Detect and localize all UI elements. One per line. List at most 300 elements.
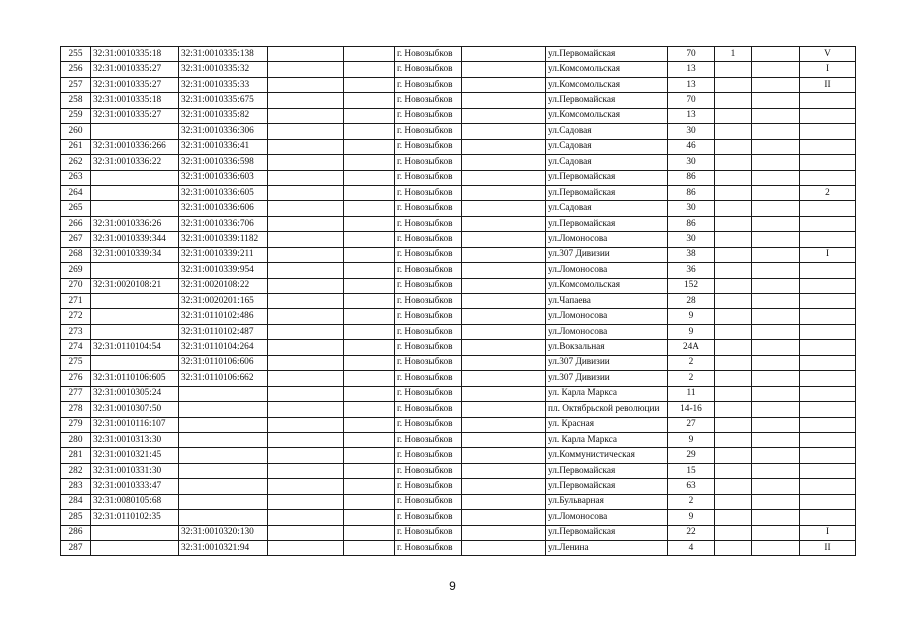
empty-cell	[462, 355, 546, 370]
house-number-cell: 2	[668, 494, 715, 509]
street-cell: ул.Первомайская	[546, 185, 668, 200]
row-number-cell: 267	[61, 232, 91, 247]
empty-cell	[344, 108, 395, 123]
city-cell: г. Новозыбков	[395, 463, 462, 478]
empty-cell	[752, 62, 800, 77]
table-row	[61, 216, 856, 231]
table-row	[61, 185, 856, 200]
object-cadastral-number-cell: 32:31:0010335:138	[179, 47, 268, 62]
empty-cell	[344, 417, 395, 432]
apartment-cell	[800, 417, 856, 432]
empty-cell	[752, 371, 800, 386]
city-cell: г. Новозыбков	[395, 108, 462, 123]
building-cell	[715, 448, 752, 463]
table-row	[61, 201, 856, 216]
empty-cell	[344, 155, 395, 170]
empty-cell	[462, 402, 546, 417]
apartment-cell	[800, 432, 856, 447]
cadastral-number-cell: 32:31:0010313:30	[91, 432, 179, 447]
apartment-cell	[800, 448, 856, 463]
apartment-cell	[800, 479, 856, 494]
empty-cell	[268, 386, 344, 401]
apartment-cell	[800, 355, 856, 370]
empty-cell	[462, 93, 546, 108]
object-cadastral-number-cell	[179, 432, 268, 447]
empty-cell	[268, 263, 344, 278]
house-number-cell: 86	[668, 185, 715, 200]
empty-cell	[462, 324, 546, 339]
empty-cell	[462, 201, 546, 216]
apartment-cell	[800, 510, 856, 525]
street-cell: ул. Красная	[546, 417, 668, 432]
building-cell	[715, 386, 752, 401]
empty-cell	[752, 216, 800, 231]
empty-cell	[344, 402, 395, 417]
empty-cell	[462, 185, 546, 200]
row-number-cell: 265	[61, 201, 91, 216]
empty-cell	[344, 371, 395, 386]
building-cell	[715, 185, 752, 200]
object-cadastral-number-cell: 32:31:0010336:41	[179, 139, 268, 154]
empty-cell	[268, 47, 344, 62]
empty-cell	[462, 77, 546, 92]
empty-cell	[268, 309, 344, 324]
empty-cell	[462, 463, 546, 478]
apartment-cell	[800, 386, 856, 401]
building-cell	[715, 417, 752, 432]
table-row	[61, 232, 856, 247]
object-cadastral-number-cell: 32:31:0110104:264	[179, 340, 268, 355]
city-cell: г. Новозыбков	[395, 479, 462, 494]
street-cell: ул.Комсомольская	[546, 77, 668, 92]
empty-cell	[752, 494, 800, 509]
building-cell	[715, 525, 752, 540]
row-number-cell: 271	[61, 294, 91, 309]
house-number-cell: 22	[668, 525, 715, 540]
building-cell	[715, 324, 752, 339]
empty-cell	[462, 294, 546, 309]
empty-cell	[752, 263, 800, 278]
empty-cell	[752, 247, 800, 262]
house-number-cell: 13	[668, 77, 715, 92]
table-row	[61, 124, 856, 139]
cadastral-number-cell: 32:31:0010307:50	[91, 402, 179, 417]
object-cadastral-number-cell: 32:31:0010336:603	[179, 170, 268, 185]
street-cell: ул.Комсомольская	[546, 108, 668, 123]
object-cadastral-number-cell: 32:31:0110102:486	[179, 309, 268, 324]
building-cell	[715, 294, 752, 309]
empty-cell	[752, 93, 800, 108]
street-cell: ул.307 Дивизии	[546, 355, 668, 370]
city-cell: г. Новозыбков	[395, 62, 462, 77]
empty-cell	[752, 479, 800, 494]
city-cell: г. Новозыбков	[395, 155, 462, 170]
row-number-cell: 255	[61, 47, 91, 62]
empty-cell	[268, 324, 344, 339]
empty-cell	[344, 355, 395, 370]
street-cell: ул. Карла Маркса	[546, 386, 668, 401]
cadastral-number-cell: 32:31:0010333:47	[91, 479, 179, 494]
row-number-cell: 262	[61, 155, 91, 170]
empty-cell	[344, 170, 395, 185]
empty-cell	[268, 525, 344, 540]
building-cell	[715, 77, 752, 92]
empty-cell	[344, 541, 395, 556]
street-cell: ул.Садовая	[546, 201, 668, 216]
empty-cell	[752, 386, 800, 401]
building-cell	[715, 510, 752, 525]
table-row	[61, 479, 856, 494]
city-cell: г. Новозыбков	[395, 309, 462, 324]
table-row	[61, 294, 856, 309]
row-number-cell: 266	[61, 216, 91, 231]
empty-cell	[752, 278, 800, 293]
house-number-cell: 13	[668, 62, 715, 77]
row-number-cell: 284	[61, 494, 91, 509]
cadastral-number-cell: 32:31:0010321:45	[91, 448, 179, 463]
object-cadastral-number-cell	[179, 479, 268, 494]
cadastral-number-cell	[91, 355, 179, 370]
city-cell: г. Новозыбков	[395, 510, 462, 525]
building-cell	[715, 494, 752, 509]
empty-cell	[344, 201, 395, 216]
empty-cell	[268, 185, 344, 200]
empty-cell	[268, 494, 344, 509]
row-number-cell: 283	[61, 479, 91, 494]
empty-cell	[268, 155, 344, 170]
building-cell	[715, 155, 752, 170]
house-number-cell: 152	[668, 278, 715, 293]
apartment-cell	[800, 216, 856, 231]
city-cell: г. Новозыбков	[395, 432, 462, 447]
empty-cell	[344, 62, 395, 77]
row-number-cell: 258	[61, 93, 91, 108]
table-row	[61, 432, 856, 447]
empty-cell	[344, 448, 395, 463]
street-cell: ул.Первомайская	[546, 93, 668, 108]
apartment-cell	[800, 201, 856, 216]
empty-cell	[268, 170, 344, 185]
house-number-cell: 27	[668, 417, 715, 432]
cadastral-number-cell: 32:31:0010339:344	[91, 232, 179, 247]
object-cadastral-number-cell	[179, 417, 268, 432]
house-number-cell: 9	[668, 432, 715, 447]
house-number-cell: 38	[668, 247, 715, 262]
empty-cell	[462, 108, 546, 123]
row-number-cell: 270	[61, 278, 91, 293]
house-number-cell: 2	[668, 371, 715, 386]
empty-cell	[268, 479, 344, 494]
building-cell	[715, 541, 752, 556]
city-cell: г. Новозыбков	[395, 541, 462, 556]
table-row	[61, 93, 856, 108]
house-number-cell: 30	[668, 201, 715, 216]
empty-cell	[268, 278, 344, 293]
apartment-cell	[800, 340, 856, 355]
house-number-cell: 28	[668, 294, 715, 309]
empty-cell	[752, 47, 800, 62]
empty-cell	[344, 185, 395, 200]
empty-cell	[752, 185, 800, 200]
object-cadastral-number-cell: 32:31:0010321:94	[179, 541, 268, 556]
street-cell: ул.Садовая	[546, 124, 668, 139]
street-cell: ул.Первомайская	[546, 525, 668, 540]
empty-cell	[462, 432, 546, 447]
house-number-cell: 30	[668, 155, 715, 170]
street-cell: ул.Садовая	[546, 139, 668, 154]
house-number-cell: 70	[668, 47, 715, 62]
empty-cell	[752, 525, 800, 540]
building-cell	[715, 232, 752, 247]
house-number-cell: 13	[668, 108, 715, 123]
empty-cell	[268, 77, 344, 92]
city-cell: г. Новозыбков	[395, 324, 462, 339]
table-row	[61, 448, 856, 463]
empty-cell	[344, 479, 395, 494]
table-row	[61, 510, 856, 525]
city-cell: г. Новозыбков	[395, 494, 462, 509]
empty-cell	[752, 170, 800, 185]
city-cell: г. Новозыбков	[395, 93, 462, 108]
empty-cell	[344, 510, 395, 525]
cadastral-number-cell: 32:31:0010335:18	[91, 93, 179, 108]
street-cell: пл. Октябрьской революции	[546, 402, 668, 417]
cadastral-number-cell: 32:31:0010336:266	[91, 139, 179, 154]
cadastral-number-cell: 32:31:0020108:21	[91, 278, 179, 293]
empty-cell	[268, 448, 344, 463]
apartment-cell: II	[800, 541, 856, 556]
empty-cell	[462, 371, 546, 386]
city-cell: г. Новозыбков	[395, 448, 462, 463]
apartment-cell: I	[800, 247, 856, 262]
empty-cell	[344, 340, 395, 355]
row-number-cell: 282	[61, 463, 91, 478]
empty-cell	[344, 124, 395, 139]
object-cadastral-number-cell	[179, 386, 268, 401]
building-cell	[715, 170, 752, 185]
street-cell: ул.Чапаева	[546, 294, 668, 309]
house-number-cell: 36	[668, 263, 715, 278]
empty-cell	[752, 324, 800, 339]
apartment-cell: I	[800, 62, 856, 77]
row-number-cell: 279	[61, 417, 91, 432]
empty-cell	[268, 247, 344, 262]
empty-cell	[268, 62, 344, 77]
city-cell: г. Новозыбков	[395, 355, 462, 370]
object-cadastral-number-cell	[179, 402, 268, 417]
empty-cell	[344, 263, 395, 278]
city-cell: г. Новозыбков	[395, 185, 462, 200]
house-number-cell: 30	[668, 124, 715, 139]
city-cell: г. Новозыбков	[395, 402, 462, 417]
apartment-cell	[800, 124, 856, 139]
cadastral-number-cell	[91, 170, 179, 185]
table-row	[61, 371, 856, 386]
row-number-cell: 261	[61, 139, 91, 154]
building-cell	[715, 263, 752, 278]
empty-cell	[268, 340, 344, 355]
empty-cell	[462, 386, 546, 401]
table-row	[61, 278, 856, 293]
empty-cell	[344, 463, 395, 478]
cadastral-number-cell: 32:31:0010335:18	[91, 47, 179, 62]
registry-table	[60, 46, 856, 556]
apartment-cell	[800, 371, 856, 386]
cadastral-number-cell	[91, 294, 179, 309]
empty-cell	[752, 108, 800, 123]
cadastral-number-cell: 32:31:0080105:68	[91, 494, 179, 509]
cadastral-number-cell	[91, 201, 179, 216]
row-number-cell: 263	[61, 170, 91, 185]
street-cell: ул.Ломоносова	[546, 309, 668, 324]
table-row	[61, 355, 856, 370]
object-cadastral-number-cell: 32:31:0010339:954	[179, 263, 268, 278]
empty-cell	[268, 139, 344, 154]
building-cell	[715, 247, 752, 262]
empty-cell	[268, 371, 344, 386]
table-row	[61, 417, 856, 432]
cadastral-number-cell: 32:31:0010335:27	[91, 108, 179, 123]
row-number-cell: 287	[61, 541, 91, 556]
building-cell	[715, 355, 752, 370]
house-number-cell: 30	[668, 232, 715, 247]
empty-cell	[752, 232, 800, 247]
city-cell: г. Новозыбков	[395, 139, 462, 154]
city-cell: г. Новозыбков	[395, 278, 462, 293]
table-row	[61, 139, 856, 154]
house-number-cell: 9	[668, 309, 715, 324]
house-number-cell: 9	[668, 324, 715, 339]
building-cell	[715, 124, 752, 139]
apartment-cell	[800, 463, 856, 478]
empty-cell	[462, 510, 546, 525]
street-cell: ул.Садовая	[546, 155, 668, 170]
cadastral-number-cell: 32:31:0010335:27	[91, 77, 179, 92]
empty-cell	[752, 155, 800, 170]
object-cadastral-number-cell	[179, 448, 268, 463]
cadastral-number-cell: 32:31:0010331:30	[91, 463, 179, 478]
table-row	[61, 463, 856, 478]
empty-cell	[462, 278, 546, 293]
empty-cell	[268, 124, 344, 139]
empty-cell	[752, 309, 800, 324]
apartment-cell	[800, 170, 856, 185]
apartment-cell	[800, 93, 856, 108]
object-cadastral-number-cell	[179, 510, 268, 525]
cadastral-number-cell: 32:31:0010116:107	[91, 417, 179, 432]
apartment-cell: II	[800, 77, 856, 92]
empty-cell	[268, 463, 344, 478]
building-cell	[715, 402, 752, 417]
row-number-cell: 275	[61, 355, 91, 370]
street-cell: ул.307 Дивизии	[546, 247, 668, 262]
cadastral-number-cell: 32:31:0110104:54	[91, 340, 179, 355]
apartment-cell	[800, 494, 856, 509]
cadastral-number-cell: 32:31:0010336:26	[91, 216, 179, 231]
building-cell	[715, 309, 752, 324]
street-cell: ул.Бульварная	[546, 494, 668, 509]
table-row	[61, 386, 856, 401]
object-cadastral-number-cell: 32:31:0010339:1182	[179, 232, 268, 247]
house-number-cell: 15	[668, 463, 715, 478]
street-cell: ул.Ломоносова	[546, 510, 668, 525]
row-number-cell: 272	[61, 309, 91, 324]
street-cell: ул.Первомайская	[546, 170, 668, 185]
building-cell	[715, 201, 752, 216]
row-number-cell: 281	[61, 448, 91, 463]
empty-cell	[462, 139, 546, 154]
street-cell: ул.Первомайская	[546, 47, 668, 62]
cadastral-number-cell: 32:31:0010336:22	[91, 155, 179, 170]
table-row	[61, 525, 856, 540]
empty-cell	[268, 216, 344, 231]
empty-cell	[752, 124, 800, 139]
empty-cell	[344, 309, 395, 324]
table-row	[61, 402, 856, 417]
empty-cell	[344, 93, 395, 108]
apartment-cell	[800, 294, 856, 309]
city-cell: г. Новозыбков	[395, 201, 462, 216]
object-cadastral-number-cell: 32:31:0110102:487	[179, 324, 268, 339]
object-cadastral-number-cell: 32:31:0010336:598	[179, 155, 268, 170]
table-row	[61, 494, 856, 509]
table-row	[61, 340, 856, 355]
object-cadastral-number-cell: 32:31:0010335:675	[179, 93, 268, 108]
empty-cell	[268, 355, 344, 370]
apartment-cell: 2	[800, 185, 856, 200]
empty-cell	[752, 510, 800, 525]
cadastral-number-cell: 32:31:0010339:34	[91, 247, 179, 262]
empty-cell	[462, 541, 546, 556]
empty-cell	[344, 278, 395, 293]
table-row	[61, 108, 856, 123]
empty-cell	[752, 340, 800, 355]
house-number-cell: 86	[668, 216, 715, 231]
empty-cell	[462, 47, 546, 62]
empty-cell	[752, 448, 800, 463]
row-number-cell: 277	[61, 386, 91, 401]
house-number-cell: 70	[668, 93, 715, 108]
page-number: 9	[449, 579, 456, 593]
row-number-cell: 269	[61, 263, 91, 278]
empty-cell	[752, 402, 800, 417]
street-cell: ул.Первомайская	[546, 216, 668, 231]
object-cadastral-number-cell: 32:31:0010336:306	[179, 124, 268, 139]
row-number-cell: 273	[61, 324, 91, 339]
empty-cell	[268, 294, 344, 309]
building-cell	[715, 62, 752, 77]
apartment-cell	[800, 232, 856, 247]
empty-cell	[344, 232, 395, 247]
cadastral-number-cell: 32:31:0110106:605	[91, 371, 179, 386]
street-cell: ул. Карла Маркса	[546, 432, 668, 447]
city-cell: г. Новозыбков	[395, 294, 462, 309]
house-number-cell: 9	[668, 510, 715, 525]
empty-cell	[462, 247, 546, 262]
apartment-cell: I	[800, 525, 856, 540]
empty-cell	[268, 417, 344, 432]
city-cell: г. Новозыбков	[395, 47, 462, 62]
table-row	[61, 309, 856, 324]
apartment-cell	[800, 155, 856, 170]
empty-cell	[344, 432, 395, 447]
row-number-cell: 274	[61, 340, 91, 355]
row-number-cell: 264	[61, 185, 91, 200]
street-cell: ул.Ломоносова	[546, 324, 668, 339]
empty-cell	[462, 263, 546, 278]
table-row	[61, 155, 856, 170]
street-cell: ул.Ломоносова	[546, 232, 668, 247]
